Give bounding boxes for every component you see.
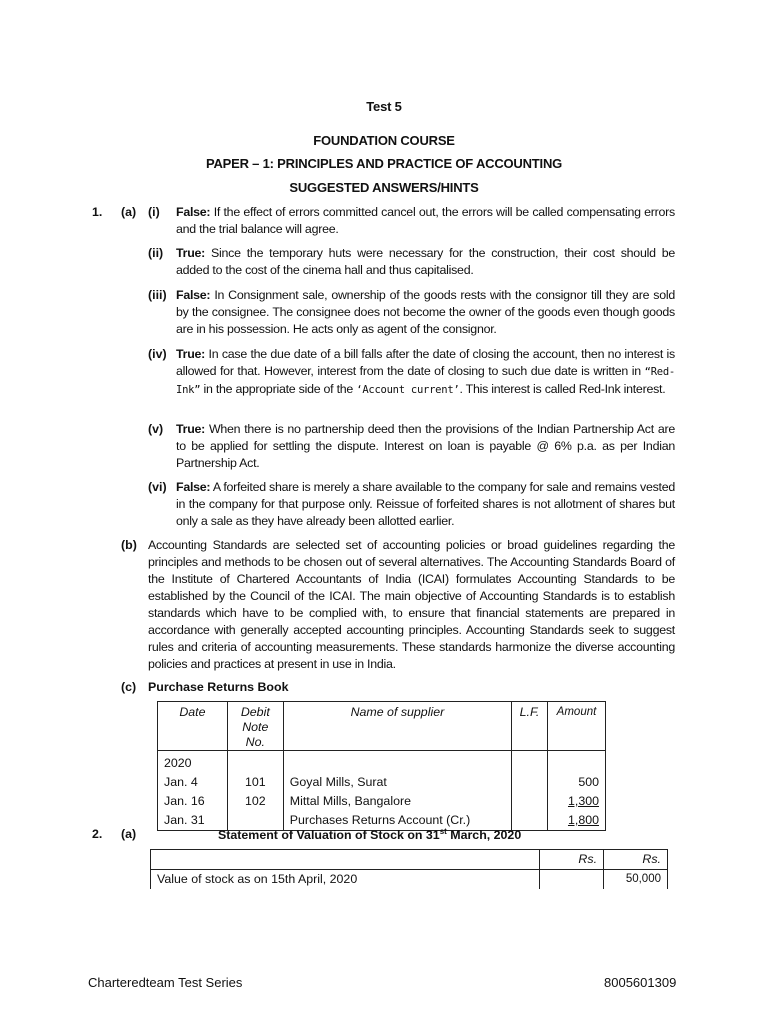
stock-header-row xyxy=(151,850,668,870)
account-current-term: ‘Account current’ xyxy=(356,384,460,396)
header-debit-note xyxy=(227,702,283,751)
stock-valuation-table xyxy=(150,849,668,889)
row-date: Jan. 16 xyxy=(158,792,228,811)
item-roman-iii: (iii) xyxy=(148,288,167,302)
item-ii xyxy=(176,245,675,279)
row-date: Jan. 31 xyxy=(158,811,228,831)
header-supplier: Name of supplier xyxy=(283,702,511,751)
part-a-label: (a) xyxy=(121,205,137,219)
answers-title: SUGGESTED ANSWERS/HINTS xyxy=(289,180,479,195)
header-lf: L.F. xyxy=(512,702,548,751)
stock-valuation-title xyxy=(218,827,521,842)
item-v-verdict: True: xyxy=(176,422,206,436)
item-iv-text-2: in the appropriate side of the xyxy=(200,382,357,396)
item-ii-text: Since the temporary huts were necessary for the construction, their cost should be added to the cost of the cinema hall and thus capitalised. xyxy=(176,246,675,277)
row-note: 102 xyxy=(227,792,283,811)
row-note: 101 xyxy=(227,773,283,792)
table-header-row xyxy=(158,702,606,751)
item-roman-iv: (iv) xyxy=(148,347,167,361)
row-lf xyxy=(512,751,548,774)
table-row xyxy=(151,870,668,890)
stock-row-desc: Value of stock as on 15th April, 2020 xyxy=(151,870,540,890)
course-title: FOUNDATION COURSE xyxy=(313,133,455,148)
row-supplier: Mittal Mills, Bangalore xyxy=(283,792,511,811)
item-iv xyxy=(176,346,675,399)
question-number-2: 2. xyxy=(92,827,103,841)
item-vi-verdict: False: xyxy=(176,480,211,494)
item-iv-text-1: In case the due date of a bill falls after the date of closing the account, then no interest is allowed for that. However, interest from the date of closing to such due date is written in xyxy=(176,347,675,378)
header-date: Date xyxy=(158,702,228,751)
item-ii-verdict: True: xyxy=(176,246,206,260)
row-supplier: Goyal Mills, Surat xyxy=(283,773,511,792)
row-lf xyxy=(512,773,548,792)
stock-header-desc xyxy=(151,850,540,870)
item-v xyxy=(176,421,675,472)
stock-header-rs-2: Rs. xyxy=(604,850,668,870)
header-amount: Amount xyxy=(548,702,606,751)
footer-phone: 8005601309 xyxy=(604,975,677,990)
header-debit: Debit xyxy=(240,705,270,719)
row-amount: 500 xyxy=(548,773,606,792)
item-roman-v: (v) xyxy=(148,422,164,436)
item-i xyxy=(176,204,675,238)
item-iii-text: In Consignment sale, ownership of the goods rests with the consignor till they are sold by the consignee. The consignee does not become the owner of the goods even though goods are in his possession. He acts only as agent of the consignor. xyxy=(176,288,675,336)
item-i-verdict: False: xyxy=(176,205,211,219)
header-note-no: Note No. xyxy=(242,720,269,749)
item-iii-verdict: False: xyxy=(176,288,211,302)
stock-row-rs-1 xyxy=(540,870,604,890)
item-roman-i: (i) xyxy=(148,205,160,219)
item-v-text: When there is no partnership deed then the provisions of the Indian Partnership Act are to be applied for settling the dispute. Interest on loan is payable @ 6% p.a. as per Indian Partnership Act. xyxy=(176,422,675,470)
red-ink-term: “Red-Ink” xyxy=(176,366,675,396)
footer-series: Charteredteam Test Series xyxy=(88,975,243,990)
row-amount: 1,300 xyxy=(567,794,599,808)
stock-title-sup: st xyxy=(439,827,447,836)
row-supplier: Purchases Returns Account (Cr.) xyxy=(283,811,511,831)
part-b-text: Accounting Standards are selected set of accounting policies or broad guidelines regarding the principles and methods to be chosen out of several alternatives. The Accounting Standards Board of the Institute of Chartered Accountants of India (ICAI) formulates Accounting Standards to be established by the Council of the ICAI. The main objective of Accounting Standards is to establish standards which have to be complied with, to ensure that financial statements are prepared in accordance with generally accepted accounting principles. Accounting Standards seek to suggest rules and criteria of accounting measurements. These standards harmonize the diverse accounting policies and practices at present in use in India. xyxy=(148,538,675,671)
paper-title: PAPER – 1: PRINCIPLES AND PRACTICE OF ACCOUNTING xyxy=(205,156,563,171)
item-vi-text: A forfeited share is merely a share available to the company for sale and remains vested in the company for that purpose only. Reissue of forfeited shares is not allotment of shares but only a sale as they have already been allotted earlier. xyxy=(176,480,675,528)
stock-title-post: March, 2020 xyxy=(446,828,522,843)
row-date: Jan. 4 xyxy=(158,773,228,792)
item-iv-text-3: . This interest is called Red-Ink interest. xyxy=(459,382,666,396)
purchase-returns-title: Purchase Returns Book xyxy=(148,680,289,694)
table-row xyxy=(158,751,606,774)
row-note xyxy=(227,751,283,774)
test-number: Test 5 xyxy=(366,99,402,114)
row-date: 2020 xyxy=(158,751,228,774)
purchase-returns-table xyxy=(157,701,606,831)
stock-header-rs-1: Rs. xyxy=(540,850,604,870)
part-b-label: (b) xyxy=(121,538,137,552)
row-supplier xyxy=(283,751,511,774)
row-lf xyxy=(512,792,548,811)
stock-row-rs-2: 50,000 xyxy=(604,870,668,890)
table-row xyxy=(158,792,606,811)
stock-title-pre: Statement of Valuation of Stock on 31 xyxy=(218,828,440,843)
item-roman-vi: (vi) xyxy=(148,480,167,494)
q2-part-a-label: (a) xyxy=(121,827,137,841)
part-c-label: (c) xyxy=(121,680,137,694)
item-iii xyxy=(176,287,675,338)
row-amount: 1,800 xyxy=(567,813,599,827)
item-iv-verdict: True: xyxy=(176,347,206,361)
item-vi xyxy=(176,479,675,530)
question-number-1: 1. xyxy=(92,205,103,219)
row-amount xyxy=(548,751,606,774)
item-i-text: If the effect of errors committed cancel out, the errors will be called compensating errors and the trial balance will agree. xyxy=(176,205,675,236)
item-roman-ii: (ii) xyxy=(148,246,164,260)
table-row xyxy=(158,773,606,792)
